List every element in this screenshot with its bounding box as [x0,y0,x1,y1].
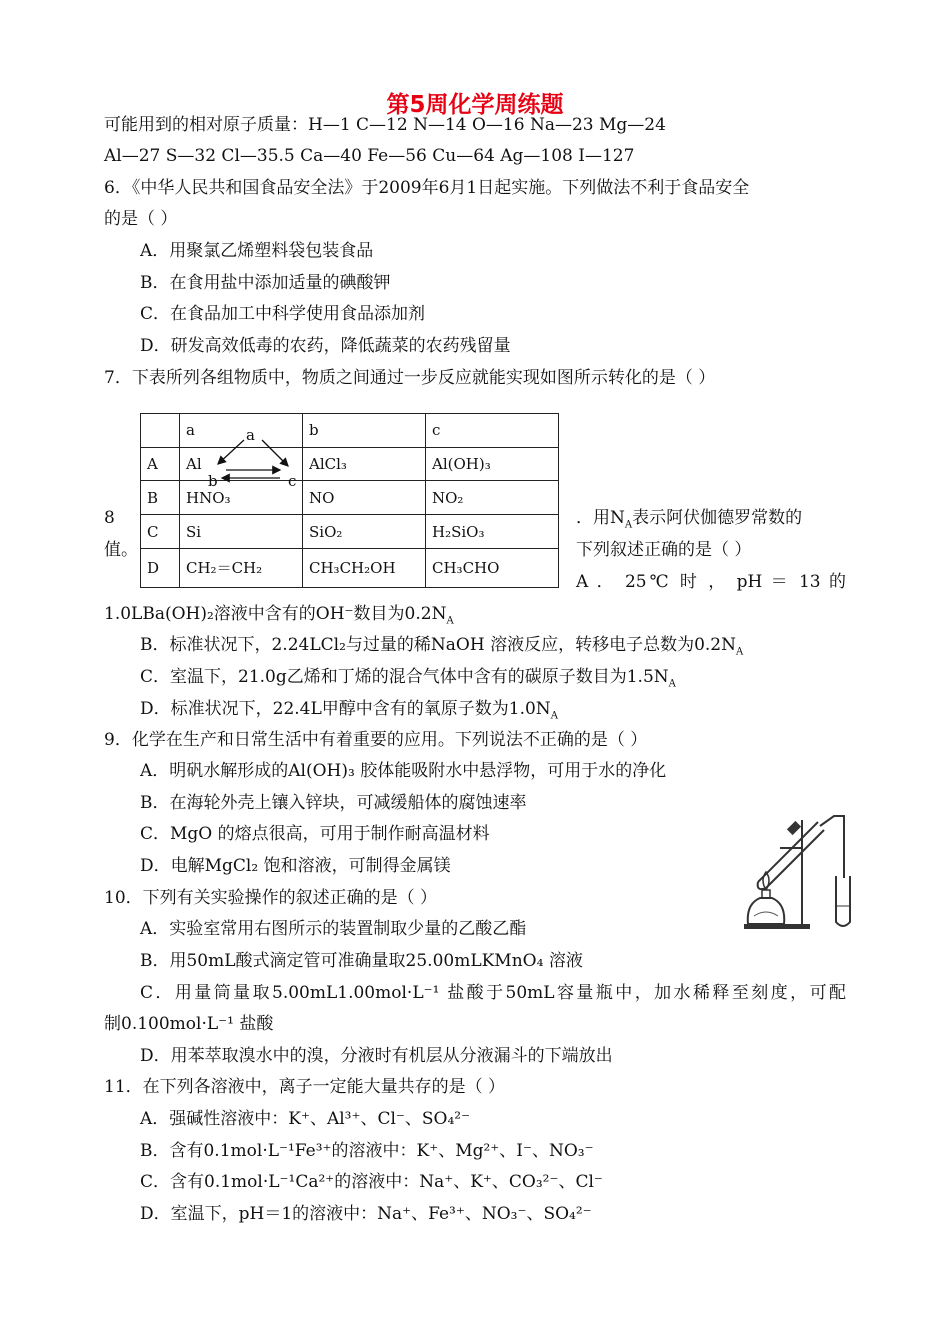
q8-option-d: D．标准状况下，22.4L甲醇中含有的氧原子数为$1.0N_A$ [140,699,558,722]
q6-stem-1: 6．《中华人民共和国食品安全法》于2009年6月1日起实施。下列做法不利于食品安全 [104,178,750,198]
table-cell: CH₂＝CH₂ [180,548,303,587]
q11-option-a: A．强碱性溶液中：K⁺、Al³⁺、Cl⁻、SO₄²⁻ [140,1109,471,1129]
table-cell [141,414,180,448]
ester-apparatus-figure [740,800,855,935]
q10-option-c-2: 制0.100mol·L⁻¹ 盐酸 [104,1014,274,1034]
q10-option-a: A．实验室常用右图所示的装置制取少量的乙酸乙酯 [140,919,527,939]
q6-stem-2: 的是（ ） [104,209,178,229]
table-cell: C [141,515,180,549]
q10-option-b: B．用50mL酸式滴定管可准确量取25.00mLKMnO₄ 溶液 [140,951,583,971]
q9-option-c: C．MgO 的熔点很高，可用于制作耐高温材料 [140,824,490,844]
table-cell: D [141,548,180,587]
conversion-triangle-diagram [196,428,306,490]
q6-option-a: A．用聚氯乙烯塑料袋包装食品 [140,241,374,261]
q10-option-c-1: C．用量筒量取5.00mL1.00mol·L⁻¹ 盐酸于50mL容量瓶中，加水稀释至刻度，可配 [140,983,846,1003]
table-cell: NO [303,481,426,515]
table-cell: SiO₂ [303,515,426,549]
table-cell: H₂SiO₃ [426,515,559,549]
q11-stem: 11．在下列各溶液中，离子一定能大量共存的是（ ） [104,1077,506,1097]
q8-option-c: C．室温下，21.0g乙烯和丁烯的混合气体中含有的碳原子数目为$1.5N_A$ [140,667,676,690]
page-title: 第5周化学周练题 [386,92,564,118]
table-cell: A [141,447,180,481]
q6-option-d: D．研发高效低毒的农药，降低蔬菜的农药残留量 [140,336,511,356]
q11-option-c: C．含有0.1mol·L⁻¹Ca²⁺的溶液中：Na⁺、K⁺、CO₃²⁻、Cl⁻ [140,1172,603,1192]
q9-option-a: A．明矾水解形成的Al(OH)₃ 胶体能吸附水中悬浮物，可用于水的净化 [140,761,667,781]
table-cell: b [303,414,426,448]
q8-option-a-cont: 1.0LBa(OH)₂溶液中含有的OH⁻数目为$0.2N_A$ [104,604,454,627]
q6-option-b: B．在食用盐中添加适量的碘酸钾 [140,273,391,293]
q9-stem: 9．化学在生产和日常生活中有着重要的应用。下列说法不正确的是（ ） [104,730,648,750]
q8-stem-2: 下列叙述正确的是（ ） [576,540,752,560]
q8-stem-1: ．用$N_A$表示阿伏伽德罗常数的 [576,508,803,531]
q9-option-b: B．在海轮外壳上镶入锌块，可减缓船体的腐蚀速率 [140,793,527,813]
table-cell: NO₂ [426,481,559,515]
table-cell: Al [180,447,303,481]
q8-option-b: B．标准状况下，2.24LCl₂与过量的稀NaOH 溶液反应，转移电子总数为$0.2N_A$ [140,635,744,658]
table-row [141,515,559,549]
table-cell: B [141,481,180,515]
q9-option-d: D．电解MgCl₂ 饱和溶液，可制得金属镁 [140,856,451,876]
table-cell: CH₃CH₂OH [303,548,426,587]
atomic-mass-line-1: 可能用到的相对原子质量：H—1 C—12 N—14 O—16 Na—23 Mg—24 [104,115,666,135]
q7-stem: 7．下表所列各组物质中，物质之间通过一步反应就能实现如图所示转化的是（ ） [104,368,716,388]
atomic-mass-line-2: Al—27 S—32 Cl—35.5 Ca—40 Fe—56 Cu—64 Ag—108 I—127 [104,146,635,166]
table-cell: Si [180,515,303,549]
q10-stem: 10．下列有关实验操作的叙述正确的是（ ） [104,888,438,908]
q8-option-a-start: A ． 25℃ 时 ， pH ＝ 13 的 [576,572,846,592]
table-cell: Al(OH)₃ [426,447,559,481]
q11-option-d: D．室温下，pH＝1的溶液中：Na⁺、Fe³⁺、NO₃⁻、SO₄²⁻ [140,1204,592,1224]
q10-option-d: D．用苯萃取溴水中的溴，分液时有机层从分液漏斗的下端放出 [140,1046,613,1066]
table-cell: CH₃CHO [426,548,559,587]
q8-number: 8 [104,508,115,528]
table-cell: HNO₃ [180,481,303,515]
q6-option-c: C．在食品加工中科学使用食品添加剂 [140,304,426,324]
table-row [141,548,559,587]
diagram-label-c: c [288,472,297,490]
q8-left-text: 值。 [104,540,138,560]
table-cell: AlCl₃ [303,447,426,481]
q11-option-b: B．含有0.1mol·L⁻¹Fe³⁺的溶液中：K⁺、Mg²⁺、I⁻、NO₃⁻ [140,1141,594,1161]
diagram-label-b: b [208,472,218,490]
table-cell: a [180,414,303,448]
diagram-label-a: a [246,426,255,444]
table-cell: c [426,414,559,448]
lab-apparatus-icon [740,800,855,935]
